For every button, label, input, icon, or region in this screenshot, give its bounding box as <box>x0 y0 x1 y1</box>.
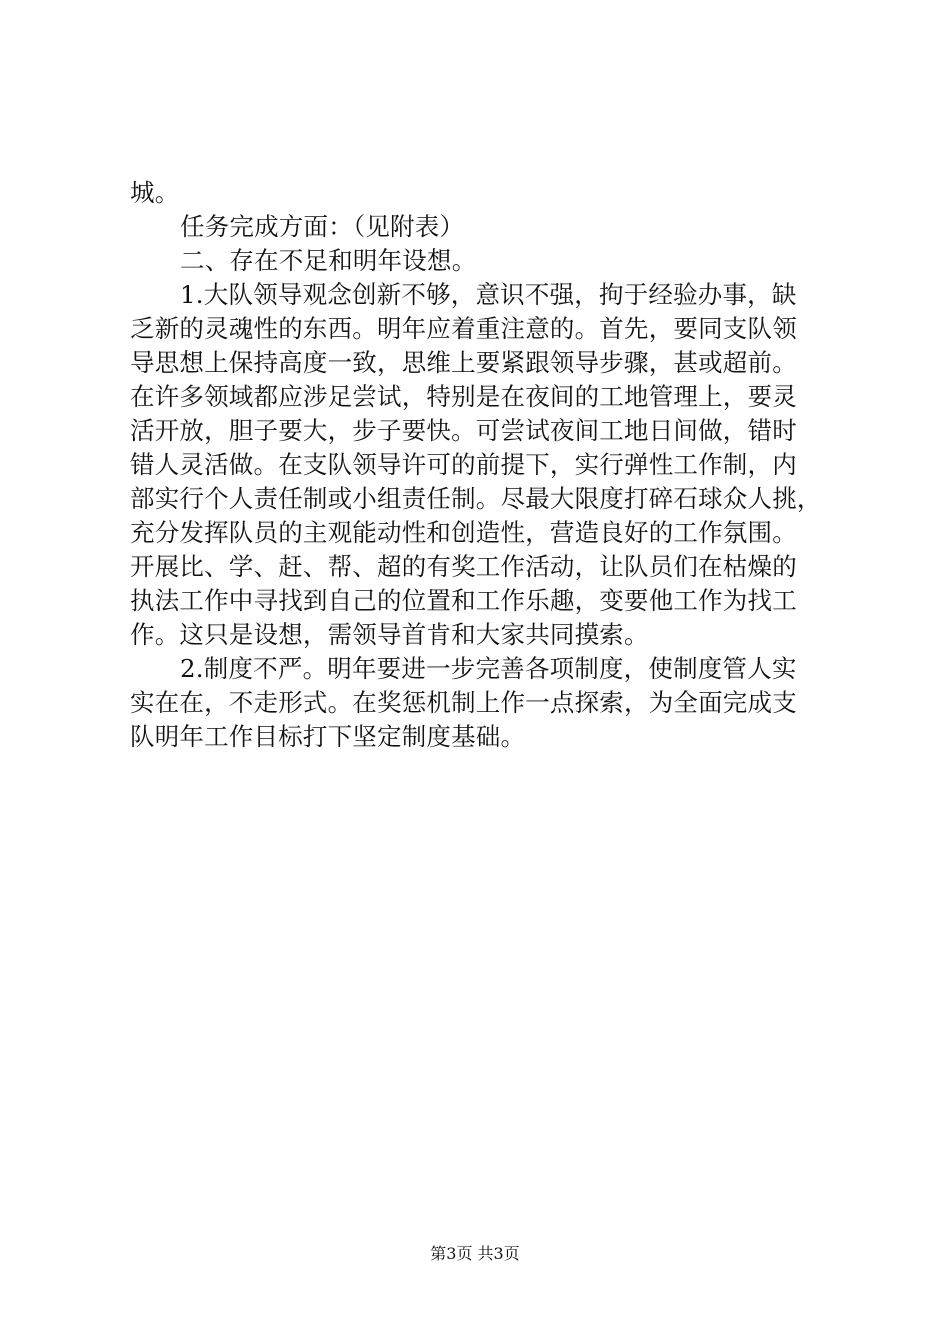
text-line: 2.制度不严。明年要进一步完善各项制度，使制度管人实 <box>180 654 797 683</box>
text-line: 导思想上保持高度一致，思维上要紧跟领导步骤，甚或超前。 <box>130 348 797 377</box>
page-footer <box>0 1244 950 1264</box>
text-line: 执法工作中寻找到自己的位置和工作乐趣，变要他工作为找工 <box>130 586 797 615</box>
text-line: 实在在，不走形式。在奖惩机制上作一点探索，为全面完成支 <box>130 688 797 717</box>
text-line: 充分发挥队员的主观能动性和创造性，营造良好的工作氛围。 <box>130 518 797 547</box>
text-line: 队明年工作目标打下坚定制度基础。 <box>130 722 526 751</box>
text-line: 城。 <box>130 178 180 207</box>
text-line: 开展比、学、赶、帮、超的有奖工作活动，让队员们在枯燥的 <box>130 552 797 581</box>
page-number-label: 第3页 共3页 <box>430 1244 520 1263</box>
text-line: 任务完成方面：（见附表） <box>180 212 465 241</box>
text-line: 活开放，胆子要大，步子要快。可尝试夜间工地日间做，错时 <box>130 416 797 445</box>
text-line: 错人灵活做。在支队领导许可的前提下，实行弹性工作制，内 <box>130 450 797 479</box>
text-line: 部实行个人责任制或小组责任制。尽最大限度打碎石球众人挑， <box>130 484 822 513</box>
text-line: 1.大队领导观念创新不够，意识不强，拘于经验办事，缺 <box>180 280 797 309</box>
text-line: 在许多领域都应涉足尝试，特别是在夜间的工地管理上，要灵 <box>130 382 797 411</box>
section-heading: 二、存在不足和明年设想。 <box>180 246 477 275</box>
document-body <box>130 176 830 754</box>
text-line: 作。这只是设想，需领导首肯和大家共同摸索。 <box>130 620 649 649</box>
text-line: 乏新的灵魂性的东西。明年应着重注意的。首先，要同支队领 <box>130 314 797 343</box>
